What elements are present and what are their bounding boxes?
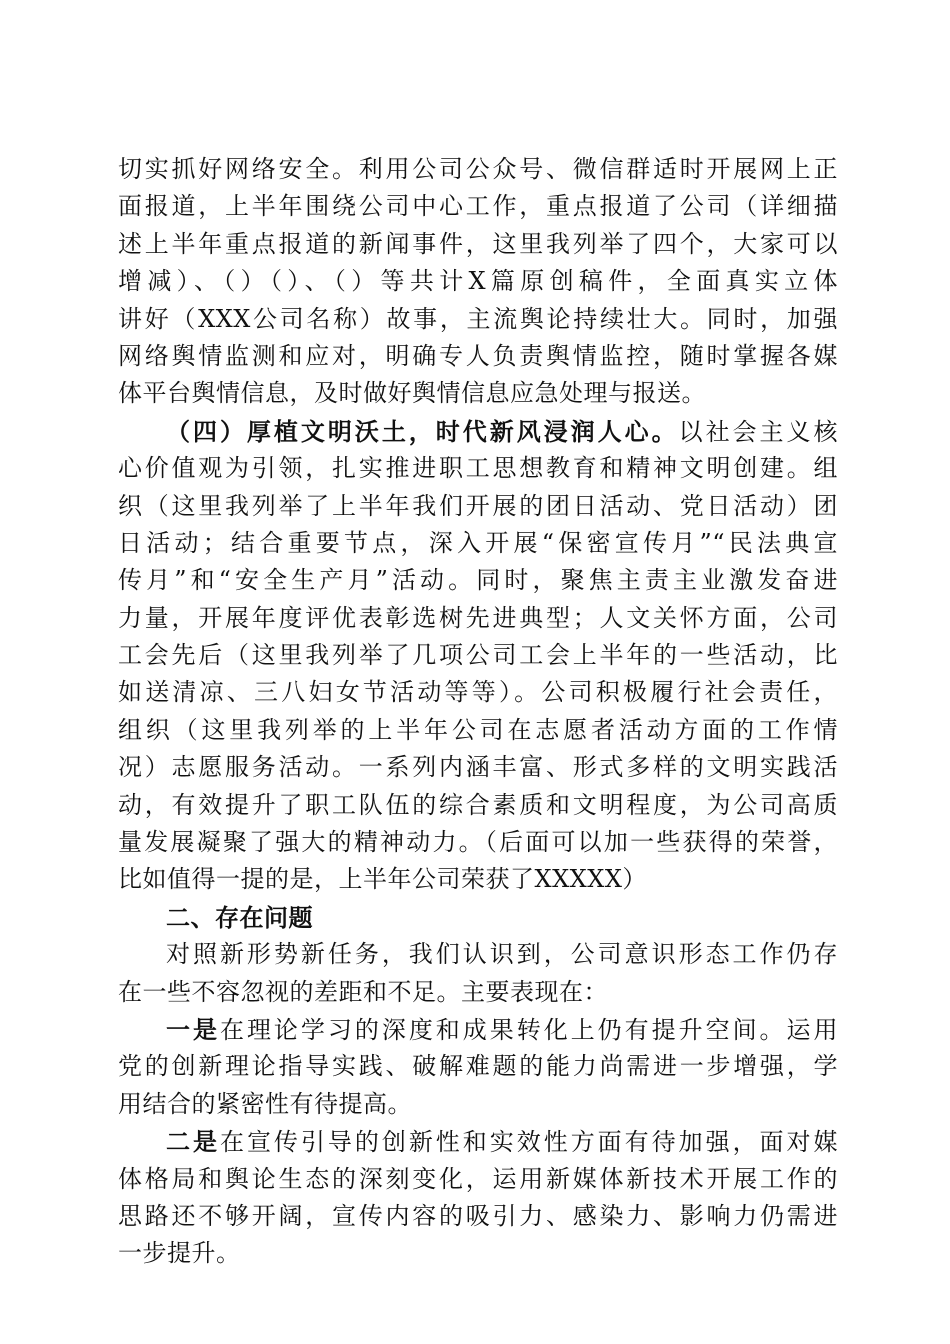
text-line: 思路还不够开阔，宣传内容的吸引力、感染力、影响力仍需进	[118, 1201, 838, 1230]
section-heading-four: （四）厚植文明沃土，时代新风浸润人心。	[166, 416, 679, 446]
paragraph-civilization	[118, 413, 838, 899]
problem-one-label: 一是	[166, 1014, 220, 1044]
document-page	[118, 0, 838, 1273]
text-line	[118, 1011, 838, 1048]
text-line: 组织（这里我列举的上半年公司在志愿者活动方面的工作情	[118, 715, 838, 744]
text-line: 工会先后（这里我列举了几项公司工会上半年的一些活动，比	[118, 641, 838, 670]
paragraph-problem-two	[118, 1123, 838, 1273]
text-run: 在理论学习的深度和成果转化上仍有提升空间。运用	[219, 1015, 839, 1044]
text-line: 体平台舆情信息，及时做好舆情信息应急处理与报送。	[118, 379, 706, 408]
text-line: 在一些不容忽视的差距和不足。主要表现在：	[118, 977, 608, 1006]
text-line: 如送清凉、三八妇女节活动等等）。公司积极履行社会责任，	[118, 678, 838, 707]
text-line: 况）志愿服务活动。一系列内涵丰富、形式多样的文明实践活	[118, 753, 838, 782]
text-line: 对照新形势新任务，我们认识到，公司意识形态工作仍存	[166, 940, 838, 969]
text-line: 力量，开展年度评优表彰选树先进典型；人文关怀方面，公司	[118, 603, 838, 632]
text-line: 传月”和“安全生产月”活动。同时，聚焦主责主业激发奋进	[118, 566, 838, 595]
paragraph-problem-one	[118, 1011, 838, 1123]
text-line: 心价值观为引领，扎实推进职工思想教育和精神文明创建。组	[118, 454, 838, 483]
text-line: 面报道，上半年围绕公司中心工作，重点报道了公司（详细描	[118, 192, 838, 221]
text-line: 比如值得一提的是，上半年公司荣获了XXXXX）	[118, 865, 647, 894]
text-line: 体格局和舆论生态的深刻变化，运用新媒体新技术开展工作的	[118, 1164, 838, 1193]
text-line: 党的创新理论指导实践、破解难题的能力尚需进一步增强，学	[118, 1052, 838, 1081]
text-run: 在宣传引导的创新性和实效性方面有待加强，面对媒	[219, 1128, 839, 1157]
text-line: 织（这里我列举了上半年我们开展的团日活动、党日活动）团	[118, 491, 838, 520]
text-line: 一步提升。	[118, 1239, 241, 1268]
text-line: 切实抓好网络安全。利用公司公众号、微信群适时开展网上正	[118, 155, 838, 183]
text-line: 用结合的紧密性有待提高。	[118, 1089, 412, 1118]
text-line: 日活动；结合重要节点，深入开展“保密宣传月”“民法典宣	[118, 528, 838, 557]
text-run: 以社会主义核	[678, 417, 839, 446]
text-line: 讲好（XXX公司名称）故事，主流舆论持续壮大。同时，加强	[118, 304, 838, 333]
paragraph-network-security	[118, 151, 838, 413]
text-line: 增减）、（）（）、（）等共计X篇原创稿件，全面真实立体	[118, 267, 838, 296]
text-line: 量发展凝聚了强大的精神动力。（后面可以加一些获得的荣誉，	[118, 828, 838, 857]
paragraph-problems-intro	[118, 936, 838, 1011]
text-line	[118, 1123, 838, 1160]
text-line	[118, 413, 838, 450]
section-heading-problems: 二、存在问题	[166, 902, 313, 932]
text-line: 述上半年重点报道的新闻事件，这里我列举了四个，大家可以	[118, 229, 838, 258]
text-line: 动，有效提升了职工队伍的综合素质和文明程度，为公司高质	[118, 790, 838, 819]
text-line: 网络舆情监测和应对，明确专人负责舆情监控，随时掌握各媒	[118, 341, 838, 370]
problem-two-label: 二是	[166, 1127, 220, 1157]
